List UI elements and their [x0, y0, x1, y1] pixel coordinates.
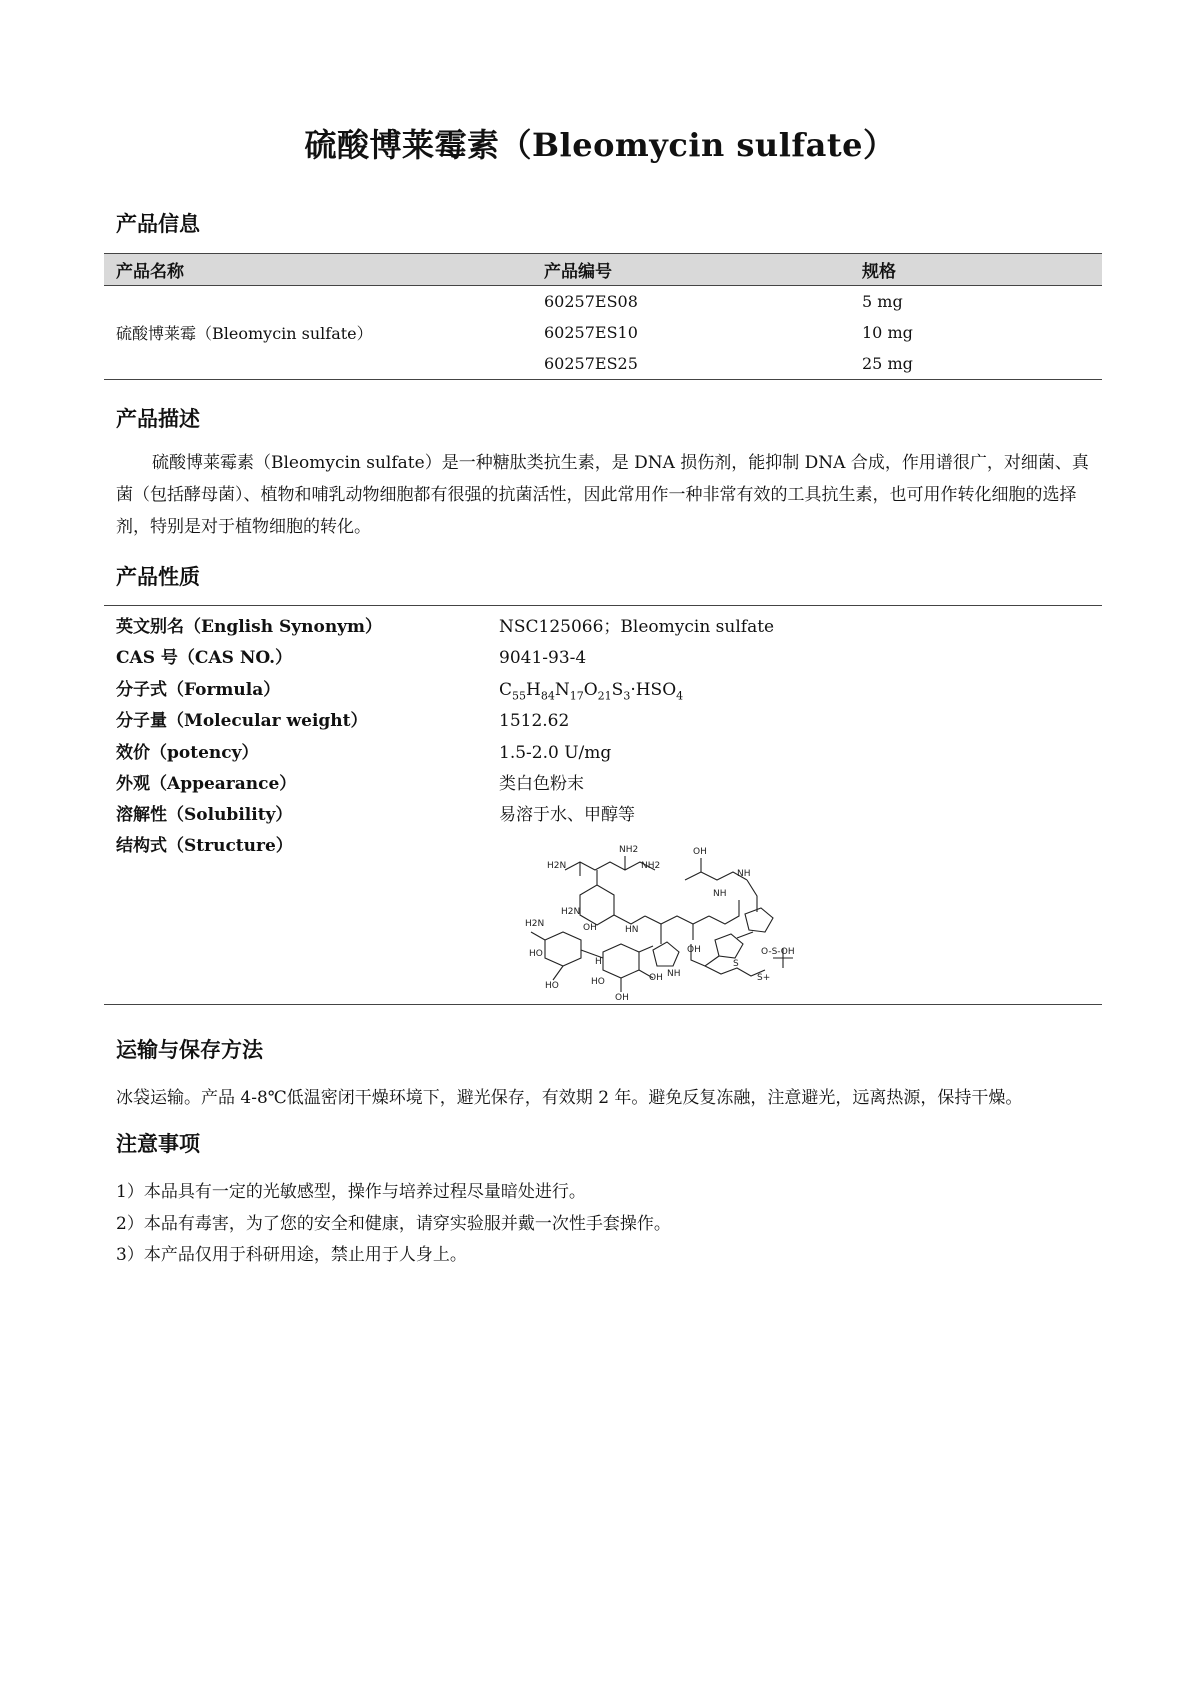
product-code-cell: 60257ES25 [532, 348, 850, 380]
formula-value: $C_{55}H_{84}N_{17}O_{21}S_3\cdot HSO_4$ [499, 680, 684, 703]
property-value: NSC125066；Bleomycin sulfate [499, 617, 775, 637]
structure-label: HO [529, 949, 543, 959]
product-spec-cell: 5 mg [862, 292, 903, 311]
property-label: 结构式（Structure） [116, 836, 293, 856]
structure-label: H2N [525, 919, 545, 929]
structure-label: NH [737, 869, 751, 879]
structure-label: NH2 [641, 861, 661, 871]
property-label: 分子式（Formula） [116, 680, 281, 700]
structure-label: O-S-OH [761, 947, 795, 957]
description-paragraph: 硫酸博莱霉素（Bleomycin sulfate）是一种糖肽类抗生素，是 DNA 损伤剂，能抑制 DNA 合成，作用谱很广，对细菌、真菌（包括酵母菌）、植物和哺乳动物细胞都有很强的抗菌活性，因此常用作一种非常有效的工具抗生素，也可用作转化细胞的选择剂，特别是对于植物细胞的转化。 [116, 453, 1089, 537]
section-heading-properties: 产品性质 [116, 564, 200, 589]
table-row [104, 286, 1102, 318]
property-label: 溶解性（Solubility） [116, 805, 293, 825]
properties-bottom-rule [104, 1004, 1102, 1005]
property-label: 分子量（Molecular weight） [116, 711, 368, 731]
property-value: 9041-93-4 [499, 648, 587, 668]
property-label: 英文别名（English Synonym） [116, 617, 383, 637]
property-row [104, 612, 1102, 642]
header-spec: 规格 [850, 254, 1102, 286]
structure-label: HO [591, 977, 605, 987]
structure-label: OH [687, 945, 701, 955]
property-value: 易溶于水、甲醇等 [499, 805, 635, 825]
section-heading-notes: 注意事项 [116, 1131, 200, 1156]
properties-top-rule [104, 605, 1102, 606]
property-row [104, 675, 1102, 705]
product-name-cell: 硫酸博莱霉（Bleomycin sulfate） [104, 286, 532, 380]
section-heading-product-info: 产品信息 [116, 211, 200, 236]
structure-label: OH [583, 923, 597, 933]
product-code-cell: 60257ES08 [544, 292, 638, 311]
chemical-structure-image [525, 840, 805, 1000]
structure-label: H2N [561, 907, 581, 917]
structure-label: OH [693, 847, 707, 857]
structure-label: NH2 [619, 845, 639, 855]
structure-label: HN [625, 925, 639, 935]
structure-label: H2N [547, 861, 567, 871]
section-heading-storage: 运输与保存方法 [116, 1037, 263, 1062]
product-spec-cell: 10 mg [862, 323, 913, 342]
property-value: 1512.62 [499, 711, 570, 731]
structure-label: HO [545, 981, 559, 991]
note-item: 1）本品具有一定的光敏感型，操作与培养过程尽量暗处进行。 [116, 1182, 586, 1202]
property-row [104, 643, 1102, 673]
header-product-name: 产品名称 [104, 254, 532, 286]
property-value: 类白色粉末 [499, 774, 584, 794]
property-label: 效价（potency） [116, 743, 259, 763]
structure-label: S [733, 959, 739, 969]
structure-label: NH [667, 969, 681, 979]
table-header-row [104, 254, 1102, 286]
header-product-code: 产品编号 [532, 254, 850, 286]
structure-label: S+ [757, 973, 771, 983]
structure-label: OH [615, 993, 629, 1000]
structure-label: H [595, 957, 602, 967]
note-item: 2）本品有毒害，为了您的安全和健康，请穿实验服并戴一次性手套操作。 [116, 1214, 671, 1234]
product-spec-cell: 25 mg [850, 348, 1102, 380]
section-heading-description: 产品描述 [116, 406, 200, 431]
property-row [104, 738, 1102, 768]
document-title: 硫酸博莱霉素（Bleomycin sulfate） [304, 126, 896, 164]
product-table [104, 253, 1102, 380]
property-row [104, 800, 1102, 830]
storage-paragraph: 冰袋运输。产品 4-8℃低温密闭干燥环境下，避光保存，有效期 2 年。避免反复冻融，注意避光，远离热源，保持干燥。 [116, 1088, 1023, 1108]
structure-label: NH [713, 889, 727, 899]
property-value: 1.5-2.0 U/mg [499, 743, 612, 763]
note-item: 3）本产品仅用于科研用途，禁止用于人身上。 [116, 1245, 467, 1265]
property-row [104, 769, 1102, 799]
product-code-cell: 60257ES10 [544, 323, 638, 342]
property-label: 外观（Appearance） [116, 774, 297, 794]
property-label: CAS 号（CAS NO.） [116, 648, 293, 668]
structure-label: OH [649, 973, 663, 983]
property-row [104, 706, 1102, 736]
